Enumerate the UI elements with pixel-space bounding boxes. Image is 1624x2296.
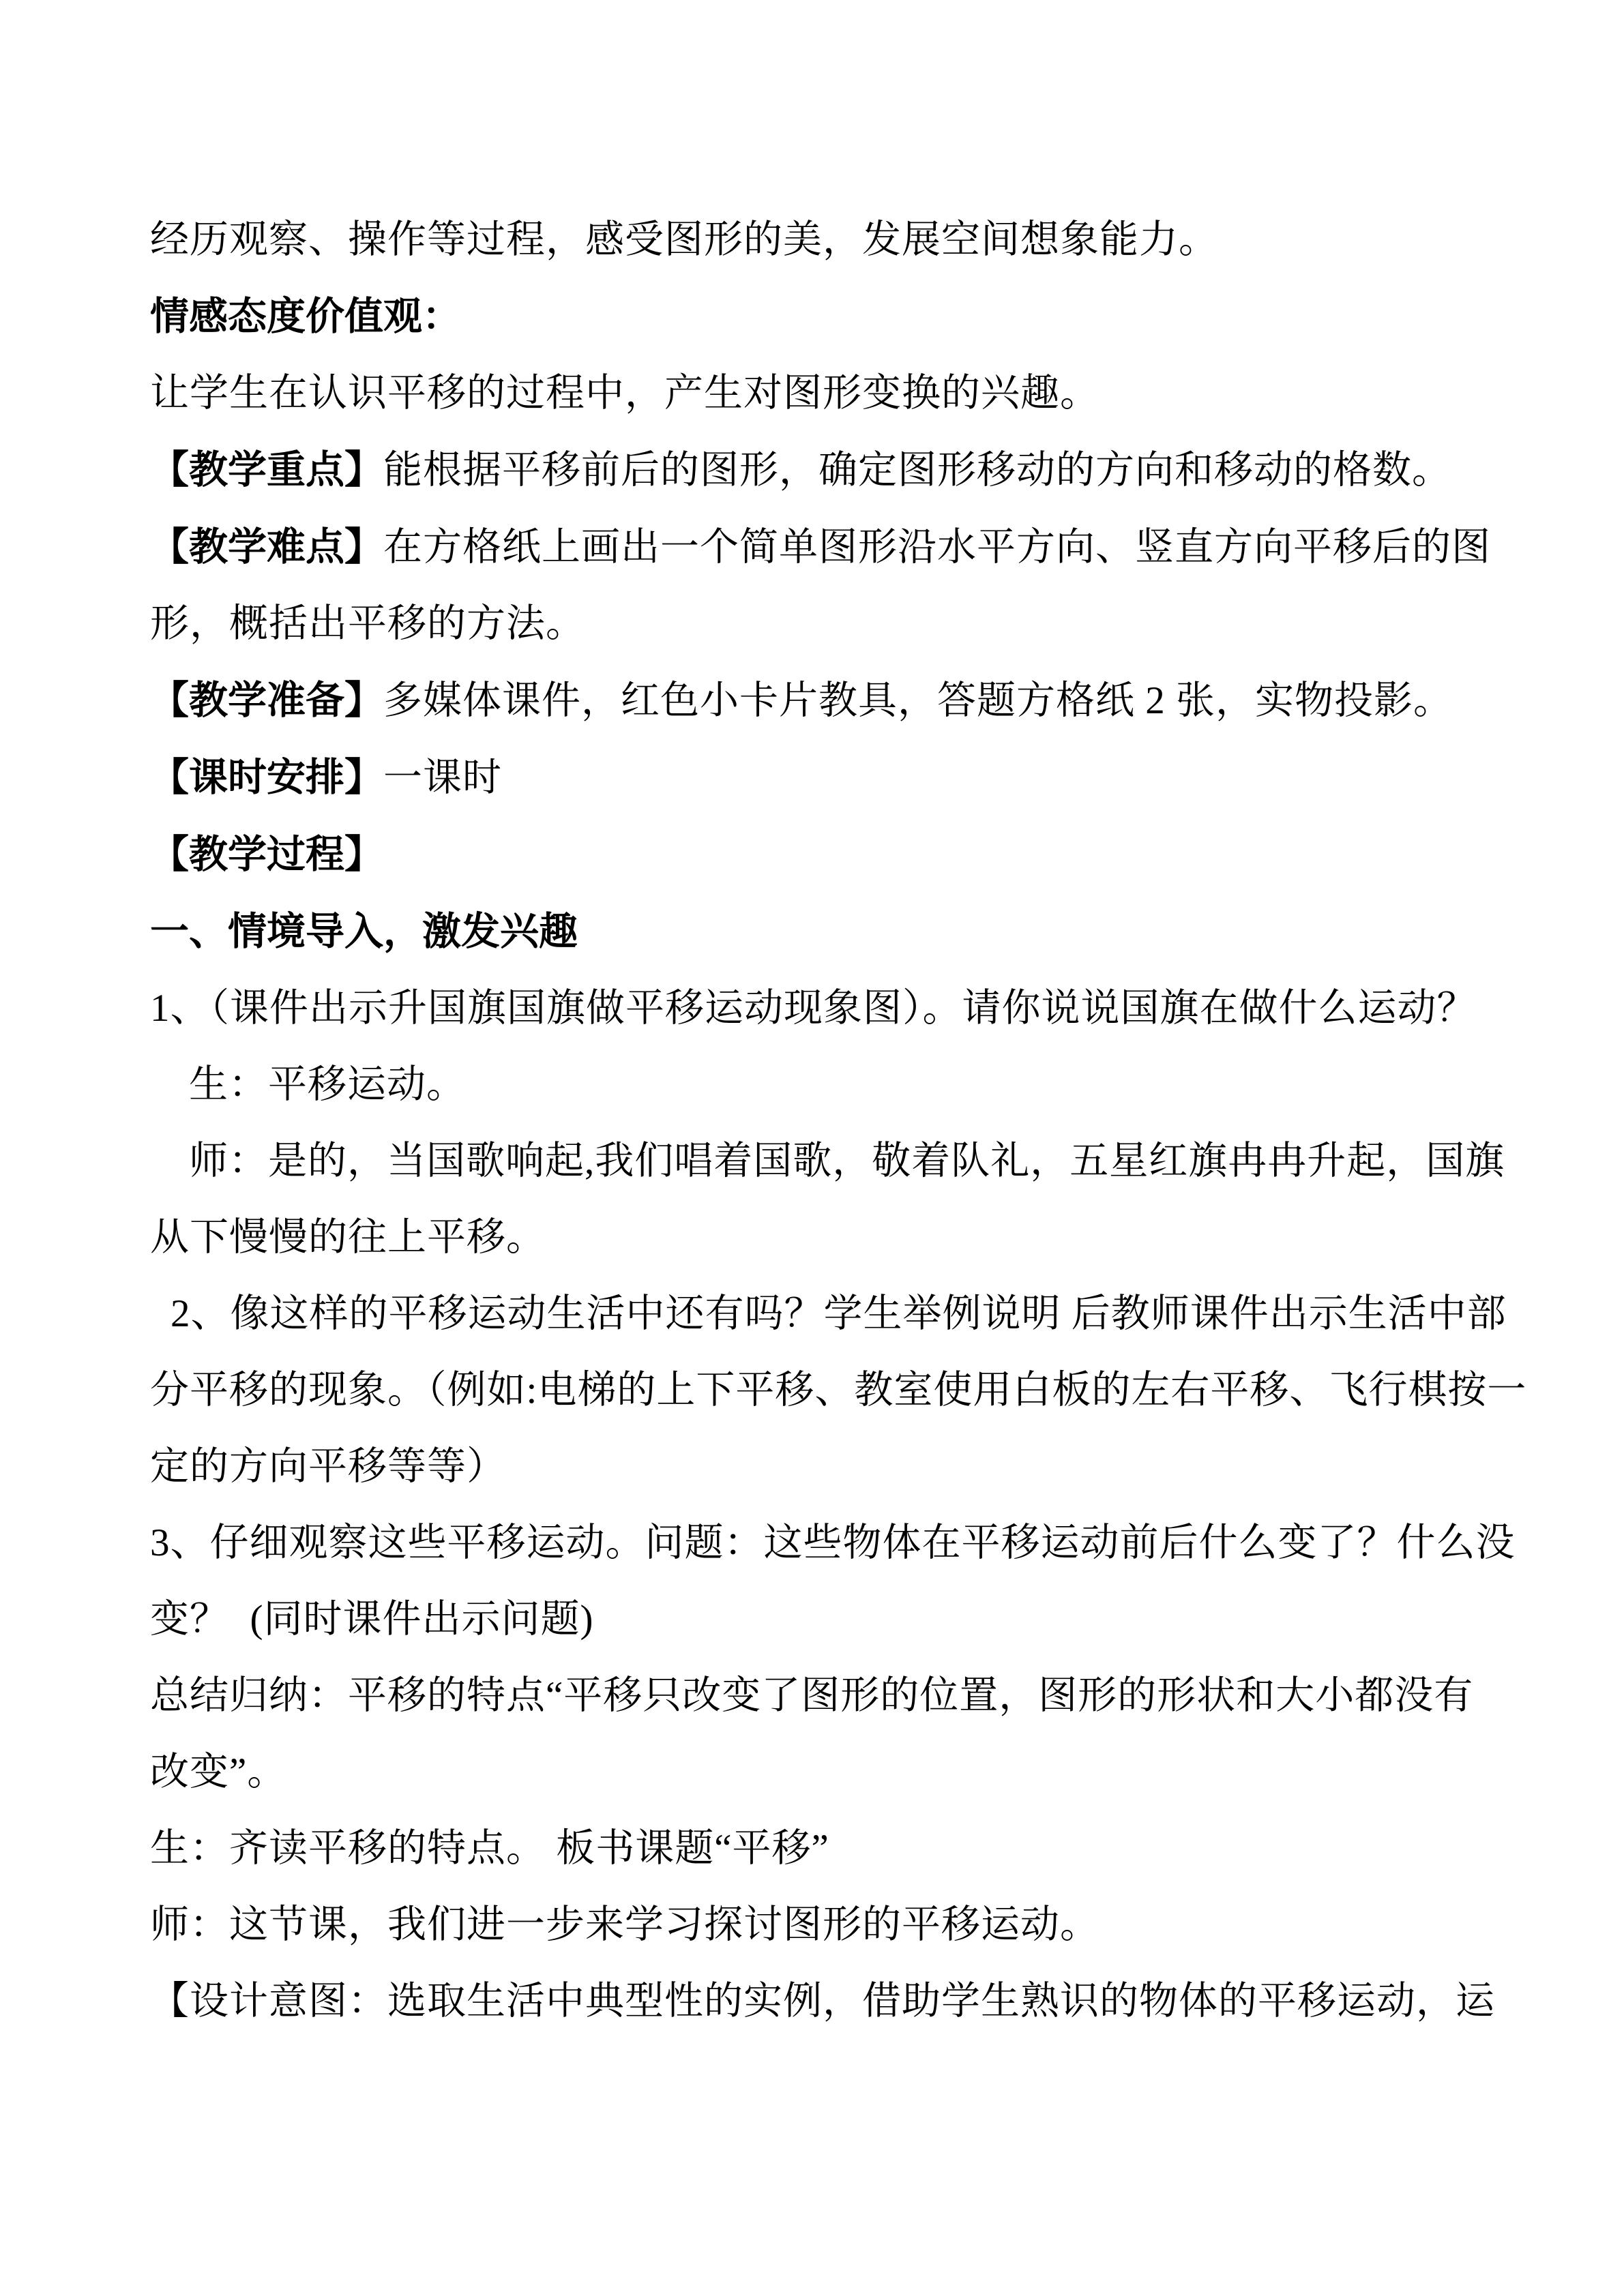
- paragraph-line: [150, 355, 1569, 432]
- paragraph-line: [150, 1810, 1569, 1887]
- text-run: 1、（课件出示升国旗国旗做平移运动现象图）。请你说说国旗在做什么运动？: [150, 987, 1477, 1030]
- text-run: 3、仔细观察这些平移运动。问题：这些物体在平移运动前后什么变了？什么没: [150, 1521, 1516, 1564]
- text-run: 多媒体课件，红色小卡片教具，答题方格纸 2 张，实物投影。: [383, 679, 1453, 722]
- paragraph-line: [150, 1276, 1569, 1352]
- text-run: 生：平移运动。: [189, 1063, 466, 1106]
- text-run: 让学生在认识平移的过程中，产生对图形变换的兴趣。: [150, 372, 1099, 415]
- bold-text-run: 【课时安排】: [150, 756, 383, 799]
- bold-text-run: 情感态度价值观：: [150, 295, 461, 338]
- text-run: 定的方向平移等等）: [150, 1445, 506, 1488]
- paragraph-line: [150, 1581, 1569, 1658]
- bold-text-run: 【教学过程】: [150, 833, 383, 876]
- paragraph-line: [150, 432, 1569, 509]
- paragraph-line: [150, 509, 1569, 586]
- text-run: 在方格纸上画出一个简单图形沿水平方向、竖直方向平移后的图: [383, 526, 1491, 569]
- paragraph-line: [150, 1047, 1569, 1123]
- text-run: 从下慢慢的往上平移。: [150, 1216, 546, 1259]
- paragraph-line: [150, 1352, 1569, 1429]
- text-run: 总结归纳：平移的特点“平移只改变了图形的位置，图形的形状和大小都没有: [150, 1674, 1474, 1717]
- paragraph-line: [150, 662, 1569, 739]
- text-run: 生：齐读平移的特点。 板书课题“平移”: [150, 1827, 829, 1870]
- text-run: 师：这节课，我们进一步来学习探讨图形的平移运动。: [150, 1903, 1099, 1946]
- text-run: 变？ (同时课件出示问题): [150, 1598, 594, 1641]
- paragraph-line: [150, 1199, 1569, 1276]
- bold-text-run: 【教学重点】: [150, 448, 383, 492]
- paragraph-line: [150, 586, 1569, 662]
- paragraph-line: [150, 1734, 1569, 1810]
- paragraph-line: [150, 970, 1569, 1047]
- paragraph-line: [150, 739, 1569, 816]
- paragraph-line: [150, 1505, 1569, 1581]
- text-run: 师：是的，当国歌响起,我们唱着国歌，敬着队礼，五星红旗冉冉升起，国旗: [189, 1139, 1505, 1182]
- text-run: 经历观察、操作等过程，感受图形的美，发展空间想象能力。: [150, 218, 1218, 261]
- text-run: 2、像这样的平移运动生活中还有吗？学生举例说明 后教师课件出示生活中部: [171, 1292, 1507, 1335]
- text-run: 一课时: [383, 756, 502, 799]
- text-run: 形，概括出平移的方法。: [150, 602, 585, 645]
- text-run: 能根据平移前后的图形，确定图形移动的方向和移动的格数。: [383, 449, 1451, 492]
- paragraph-line: [150, 1887, 1569, 1963]
- text-run: 分平移的现象。（例如:电梯的上下平移、教室使用白板的左右平移、飞行棋按一: [150, 1369, 1527, 1412]
- paragraph-line: [150, 202, 1569, 278]
- text-run: 改变”。: [150, 1750, 287, 1793]
- paragraph-line: [150, 893, 1569, 970]
- paragraph-line: [150, 1658, 1569, 1734]
- bold-text-run: 一、情境导入，激发兴趣: [150, 910, 578, 953]
- paragraph-line: [150, 1963, 1569, 2040]
- paragraph-line: [150, 1429, 1569, 1505]
- paragraph-line: [150, 816, 1569, 893]
- bold-text-run: 【教学难点】: [150, 525, 383, 569]
- text-run: 【设计意图：选取生活中典型性的实例，借助学生熟识的物体的平移运动，运: [150, 1980, 1495, 2023]
- paragraph-line: [150, 278, 1569, 355]
- bold-text-run: 【教学准备】: [150, 679, 383, 722]
- paragraph-line: [150, 1123, 1569, 1199]
